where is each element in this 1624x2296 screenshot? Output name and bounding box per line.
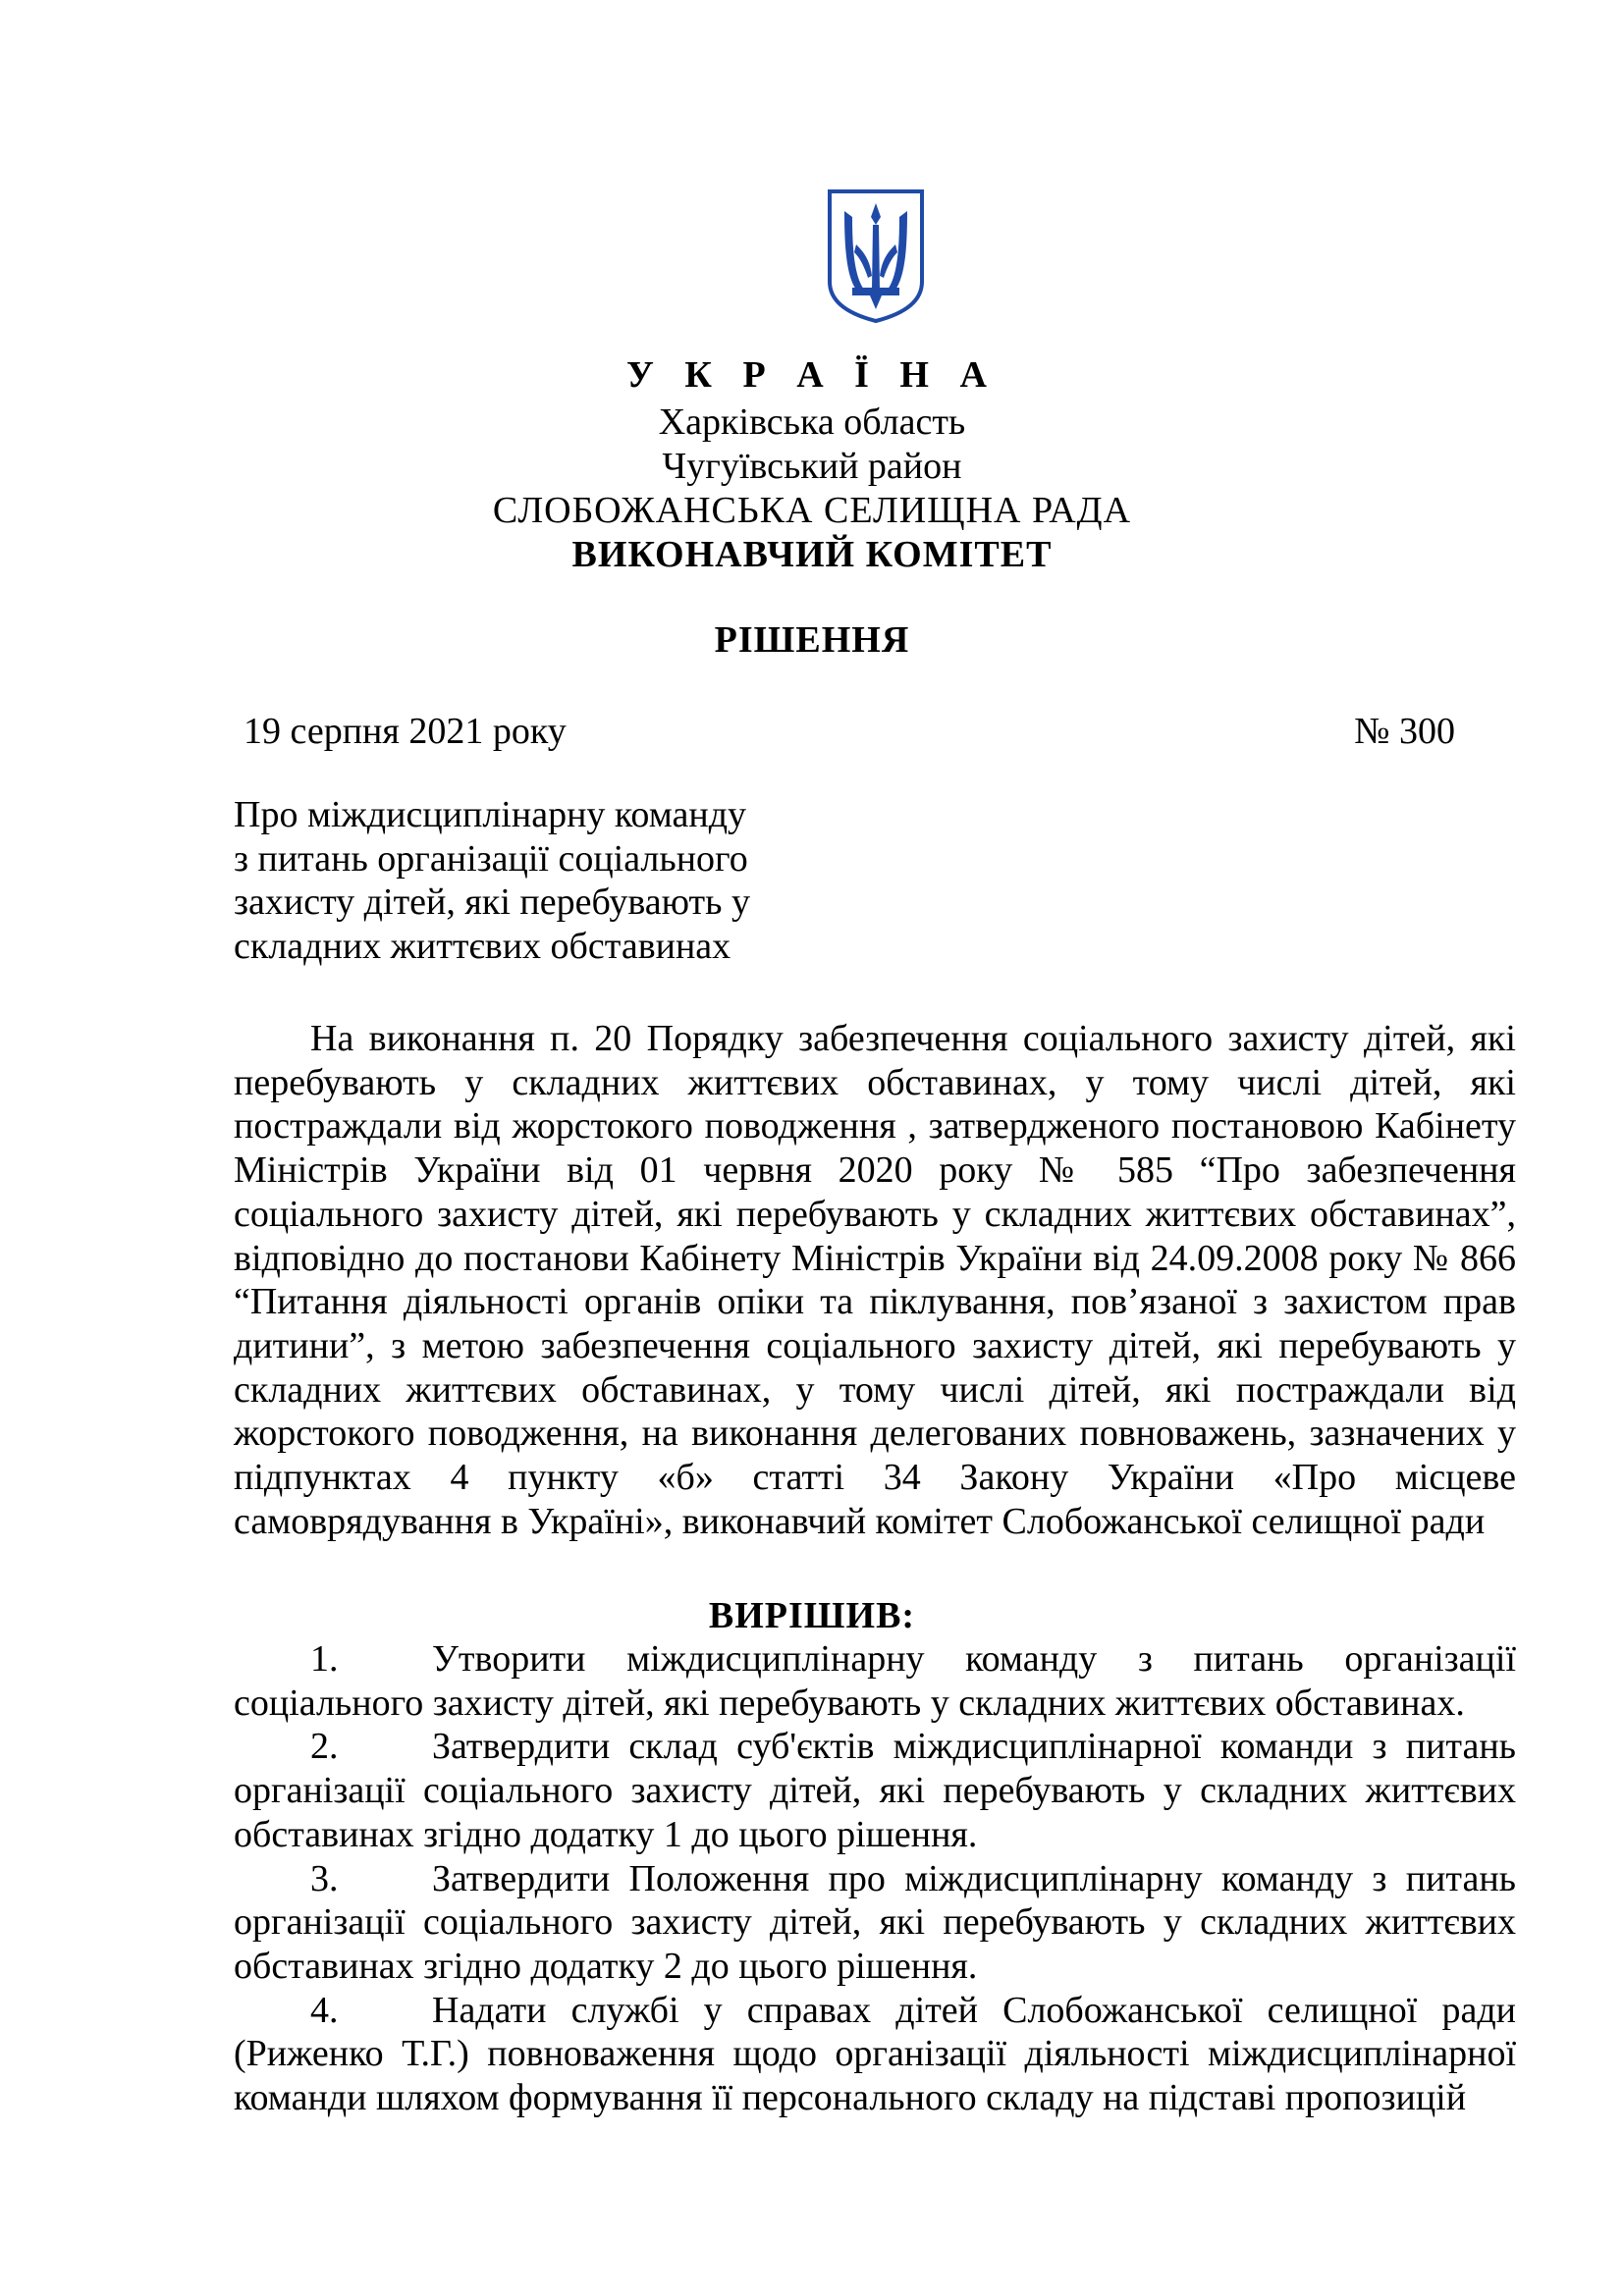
item-number: 3.	[310, 1857, 339, 1899]
item-number: 1.	[310, 1638, 339, 1680]
decision-subject	[234, 793, 823, 968]
subject-line: з питань організації соціального	[234, 837, 748, 880]
decision-item	[234, 1989, 1516, 2120]
item-number: 2.	[310, 1726, 339, 1768]
subject-line: захисту дітей, які перебувають у	[234, 881, 750, 923]
subject-line: складних життєвих обставинах	[234, 925, 731, 967]
resolved-heading: ВИРІШИВ:	[708, 1595, 916, 1636]
decision-item	[234, 1637, 1516, 1725]
preamble-paragraph: На виконання п. 20 Порядку забезпечення соціального захисту дітей, які перебувають у складних життєвих обставинах, у тому числі дітей, які постраждали від жорстокого поводження , затвердженого постановою Кабінету Міністрів України від 01 червня 2020 року № 585 “Про забезпечення соціального захисту дітей, які перебувають у складних життєвих обставинах”, відповідно до постанови Кабінету Міністрів України від 24.09.2008 року № 866 “Питання діяльності органів опіки та піклування, пов’язаної з захистом прав дитини”, з метою забезпечення соціального захисту дітей, які перебувають у складних життєвих обставинах, у тому числі дітей, які постраждали від жорстокого поводження, на виконання делегованих повноважень, зазначених у підпунктах 4 пункту «б» статті 34 Закону України «Про місцеве самоврядування в Україні», виконавчий комітет Слобожанської селищної ради	[234, 1018, 1516, 1542]
item-text: Затвердити склад суб'єктів міждисциплінарної команди з питань організації соціального захисту дітей, які перебувають у складних життєвих обставинах згідно додатку 1 до цього рішення.	[234, 1726, 1516, 1855]
item-number: 4.	[310, 1989, 339, 2031]
country-heading: У К Р А Ї Н А	[626, 354, 998, 396]
coat-of-arms-trident-icon	[825, 187, 927, 325]
council-line: СЛОБОЖАНСЬКА СЕЛИЩНА РАДА	[492, 490, 1132, 531]
decision-number: № 300	[1354, 711, 1455, 752]
subject-line: Про міждисциплінарну команду	[234, 794, 747, 835]
item-text: Затвердити Положення про міждисциплінарну команду з питань організації соціального захисту дітей, які перебувають у складних життєвих обставинах згідно додатку 2 до цього рішення.	[234, 1857, 1516, 1987]
item-text: Утворити міждисциплінарну команду з питань організації соціального захисту дітей, які перебувають у складних життєвих обставинах.	[234, 1638, 1516, 1724]
district-line: Чугуївський район	[662, 446, 962, 487]
document-type-heading: РІШЕННЯ	[714, 619, 910, 661]
decision-items	[234, 1637, 1516, 2120]
committee-line: ВИКОНАВЧИЙ КОМІТЕТ	[571, 534, 1053, 575]
decision-item	[234, 1857, 1516, 1989]
decision-date: 19 серпня 2021 року	[244, 711, 567, 752]
region-line: Харківська область	[658, 401, 966, 443]
decision-item	[234, 1725, 1516, 1856]
item-text: Надати службі у справах дітей Слобожанської селищної ради (Риженко Т.Г.) повноваження щодо організації діяльності міждисциплінарної команди шляхом формування її персонального складу на підставі пропозицій	[234, 1989, 1516, 2119]
